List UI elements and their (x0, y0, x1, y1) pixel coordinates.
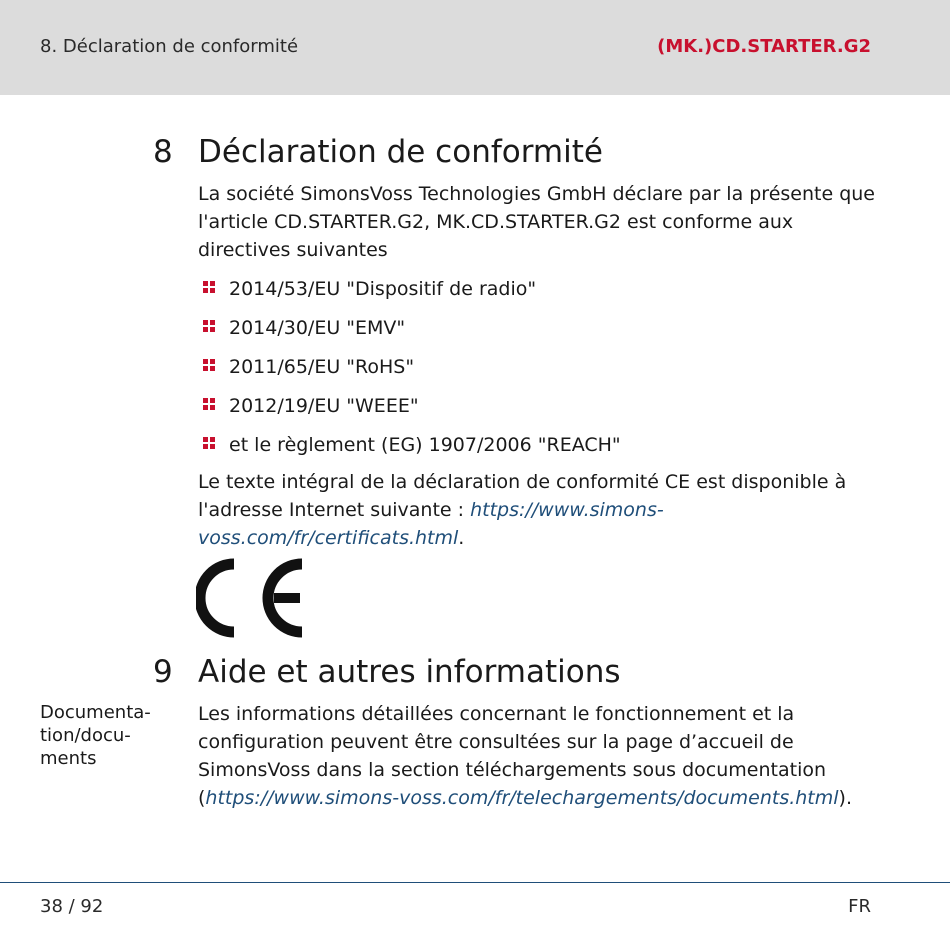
section-8-number: 8 (153, 134, 173, 170)
header-section-label: 8. Déclaration de conformité (40, 36, 299, 57)
section-8-intro: La société SimonsVoss Technologies GmbH déclare par la présente que l'article CD.STARTER.G2, MK.CD.STARTER.G2 est conforme aux directives suivantes (198, 183, 875, 261)
directive-text: 2012/19/EU "WEEE" (229, 395, 419, 417)
red-square-bullet-icon (203, 437, 216, 450)
page-header (0, 0, 950, 95)
red-square-bullet-icon (203, 320, 216, 333)
header-product-name: (MK.)CD.STARTER.G2 (657, 36, 871, 57)
section-9-body (198, 700, 888, 812)
fulltext-suffix: . (458, 527, 465, 549)
page-number: 38 / 92 (40, 896, 104, 917)
red-square-bullet-icon (203, 359, 216, 372)
directive-text: 2014/30/EU "EMV" (229, 317, 406, 339)
section-8-fulltext (198, 468, 888, 552)
documents-link[interactable]: https://www.simons-voss.com/fr/telechargements/documents.html (205, 787, 839, 809)
footer-divider (0, 882, 950, 883)
body-suffix: ). (838, 787, 852, 809)
directive-text: 2011/65/EU "RoHS" (229, 356, 415, 378)
section-9-number: 9 (153, 654, 173, 690)
language-code: FR (848, 896, 871, 917)
red-square-bullet-icon (203, 398, 216, 411)
red-square-bullet-icon (203, 281, 216, 294)
body-prefix: Les informations détaillées concernant le fonctionnement et la configuration peuvent être consultées sur la page d’accueil de SimonsVoss dans la section téléchargements sous documentation ( (198, 703, 827, 809)
section-8-title: Déclaration de conformité (198, 134, 603, 170)
directive-text: 2014/53/EU "Dispositif de radio" (229, 278, 537, 300)
directive-text: et le règlement (EG) 1907/2006 "REACH" (229, 434, 621, 456)
certificates-link[interactable]: https://www.simons-voss.com/fr/certificats.html (198, 499, 664, 549)
margin-note: Documenta-tion/docu-ments (40, 702, 151, 769)
fulltext-prefix: Le texte intégral de la déclaration de conformité CE est disponible à l'adresse Internet suivante : (198, 471, 847, 521)
ce-marking-icon (196, 558, 308, 638)
section-9-title: Aide et autres informations (198, 654, 621, 690)
